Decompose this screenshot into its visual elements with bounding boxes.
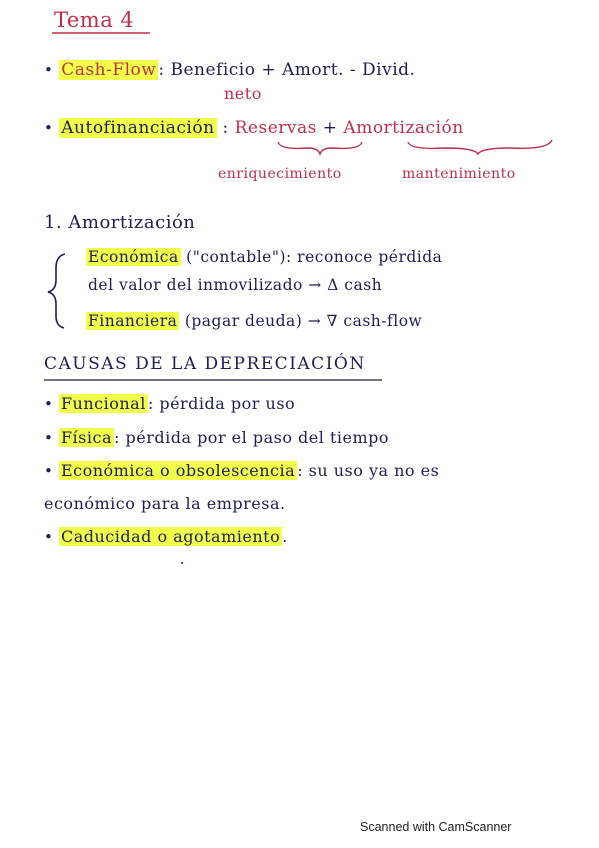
causa-caducidad bbox=[44, 527, 288, 546]
mantenimiento-label: mantenimiento bbox=[402, 166, 516, 182]
economica-obsolescencia-text: : su uso ya no es bbox=[297, 461, 440, 480]
causa-funcional bbox=[44, 394, 295, 413]
funcional-term: Funcional bbox=[60, 394, 146, 413]
economica-term: Económica bbox=[88, 248, 179, 266]
financiera-term: Financiera bbox=[88, 312, 178, 330]
amortizacion-term: Amortización bbox=[343, 118, 464, 138]
economica-line2: del valor del inmovilizado → Δ cash bbox=[88, 276, 383, 294]
bullet-dot: • bbox=[44, 61, 54, 79]
brace-amortizacion bbox=[408, 140, 552, 154]
scanner-watermark: Scanned with CamScanner bbox=[360, 820, 512, 834]
reservas-term: Reservas bbox=[234, 118, 317, 138]
bullet-dot: • bbox=[44, 462, 54, 480]
bullet-autofinanciacion bbox=[44, 118, 464, 138]
bullet-dot: • bbox=[44, 528, 54, 546]
bullet-dot: • bbox=[44, 395, 54, 413]
curly-brace bbox=[48, 254, 65, 328]
financiera-line bbox=[86, 312, 422, 330]
bullet-cashflow bbox=[44, 60, 415, 80]
bullet-dot: • bbox=[44, 429, 54, 447]
causa-economica bbox=[44, 461, 439, 480]
funcional-text: : pérdida por uso bbox=[147, 394, 296, 413]
autofin-sep: : bbox=[222, 118, 229, 138]
cashflow-neto: neto bbox=[224, 84, 262, 103]
causa-fisica bbox=[44, 428, 389, 447]
bullet-dot: • bbox=[44, 119, 54, 137]
autofin-term: Autofinanciación bbox=[61, 118, 215, 138]
page-title: Tema 4 bbox=[54, 8, 135, 32]
cashflow-formula: : Beneficio + Amort. - Divid. bbox=[158, 60, 416, 80]
section2-heading: CAUSAS DE LA DEPRECIACIÓN bbox=[44, 354, 366, 374]
plus-sign: + bbox=[322, 118, 338, 138]
fisica-text: : pérdida por el paso del tiempo bbox=[114, 428, 390, 447]
brace-reservas bbox=[278, 142, 362, 154]
causa-economica-line2: económico para la empresa. bbox=[44, 494, 286, 513]
economica-line1 bbox=[86, 248, 442, 266]
financiera-text: (pagar deuda) → ∇ cash-flow bbox=[184, 312, 423, 330]
caducidad-term: Caducidad o agotamiento bbox=[60, 527, 281, 546]
enriquecimiento-label: enriquecimiento bbox=[218, 166, 342, 182]
economica-obsolescencia-term: Económica o obsolescencia bbox=[60, 461, 296, 480]
stray-dot bbox=[181, 562, 183, 564]
caducidad-end: . bbox=[282, 527, 288, 546]
cashflow-term: Cash-Flow bbox=[61, 60, 157, 80]
fisica-term: Física bbox=[60, 428, 112, 447]
section1-heading: 1. Amortización bbox=[44, 212, 196, 233]
economica-text1: ("contable"): reconoce pérdida bbox=[186, 248, 443, 266]
